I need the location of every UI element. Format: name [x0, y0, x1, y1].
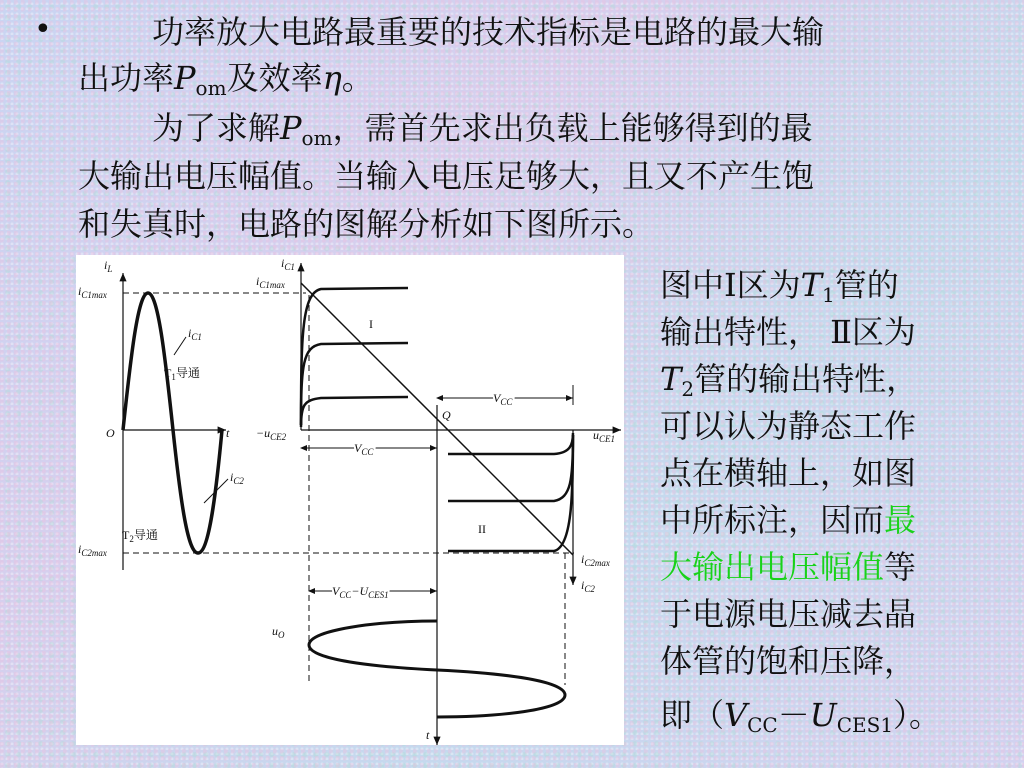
t2-curve-2	[448, 435, 573, 501]
label-neg-uCE2: $-u_{CE2}$	[256, 426, 287, 442]
side-line-10	[660, 692, 941, 749]
side-l3-post: 管的输出特性，	[694, 360, 919, 398]
para1-eta: η	[322, 59, 342, 97]
side-l10-cc: CC	[747, 713, 778, 737]
bullet: •	[34, 12, 52, 47]
label-iC2-left: $i_{C2}$	[230, 470, 244, 486]
para1-text2: 出功率	[78, 59, 175, 97]
label-region-2: II	[478, 522, 486, 536]
side-line-4	[660, 403, 916, 450]
label-iC1-left: $i_{C1}$	[188, 326, 202, 342]
side-l10-minus: －	[777, 696, 810, 734]
label-vcc-top: $V_{CC}$	[493, 391, 513, 407]
side-l1-pre: 图中Ⅰ区为	[660, 266, 801, 304]
side-l7-post: 等	[884, 548, 917, 586]
para1-P: P	[174, 59, 196, 97]
label-vcc-uces1: $V_{CC}-U_{CES1}$	[332, 584, 389, 600]
side-l7-green: 大输出电压幅值	[660, 548, 885, 586]
side-line-6	[660, 497, 916, 544]
side-l6-green: 最	[884, 501, 917, 539]
label-uO: $u_O$	[272, 624, 285, 640]
para2-text3: 和失真时，电路的图解分析如下图所示。	[78, 205, 655, 243]
label-t-bottom: t	[426, 728, 430, 742]
para2-pre: 为了求解	[152, 109, 281, 147]
t2-curve-3	[448, 433, 573, 454]
t1-curve-1	[301, 288, 408, 425]
side-l10-ces: CES1	[836, 713, 894, 737]
para2-line2	[78, 154, 814, 198]
para2-text2: 大输出电压幅值。当输入电压足够大，且又不产生饱	[78, 157, 815, 195]
side-l10-V: V	[724, 696, 748, 734]
para1-text1: 功率放大电路最重要的技术指标是电路的最大输	[152, 13, 825, 51]
load-line-figure	[76, 255, 624, 745]
side-l8: 于电源电压减去晶	[660, 595, 917, 633]
para1-om: om	[195, 76, 227, 100]
para2-P: P	[280, 109, 302, 147]
side-line-8	[660, 591, 916, 638]
label-T2-conduct: $T_2$导通	[122, 528, 158, 544]
label-iC2max-right: $i_{C2max}$	[581, 552, 610, 568]
side-line-7	[660, 544, 916, 591]
para2-post: ，需首先求出负载上能够得到的最	[332, 109, 813, 147]
side-l2: 输出特性， Ⅱ区为	[660, 313, 916, 351]
side-l6-pre: 中所标注，因而	[660, 501, 885, 539]
side-l10-pre: 即（	[660, 696, 725, 734]
side-l1-T: T	[800, 266, 822, 304]
para1-mid: 及效率	[226, 59, 323, 97]
side-l3-sub: 2	[681, 377, 695, 401]
figure-svg	[76, 255, 624, 745]
para1-line1	[152, 10, 824, 54]
t1-curve-3	[301, 397, 408, 427]
t1-curve-2	[301, 343, 408, 425]
label-iC2max-left: $i_{C2max}$	[78, 542, 107, 558]
label-vcc-mid: $V_{CC}$	[354, 441, 374, 457]
para2-line1	[152, 106, 813, 160]
label-t-left: t	[226, 426, 230, 440]
side-line-9	[660, 638, 916, 685]
sine-wave	[123, 293, 222, 553]
label-iC1max-top: $i_{C1max}$	[256, 274, 285, 290]
side-l10-U: U	[809, 696, 837, 734]
label-Q: Q	[442, 408, 451, 422]
side-l10-post: ）。	[893, 696, 942, 734]
side-line-2	[660, 309, 916, 356]
label-uCE1: $u_{CE1}$	[593, 428, 616, 444]
label-O: O	[106, 426, 115, 440]
label-iC1-top: $i_{C1}$	[281, 256, 295, 272]
para2-om: om	[301, 126, 333, 150]
label-T1-conduct: $T_1$导通	[164, 366, 200, 382]
label-region-1: I	[369, 317, 373, 331]
para2-line3	[78, 202, 654, 246]
para1-end: 。	[341, 59, 374, 97]
leader-iC1	[174, 337, 186, 355]
side-l1-post: 管的	[834, 266, 899, 304]
side-l1-sub: 1	[822, 283, 835, 307]
side-l3-T: T	[660, 360, 682, 398]
label-iC1max-left: $i_{C1max}$	[78, 284, 107, 300]
label-iC2-right: $i_{C2}$	[581, 578, 595, 594]
side-l4: 可以认为静态工作	[660, 407, 917, 445]
side-l5: 点在横轴上，如图	[660, 454, 917, 492]
side-l9: 体管的饱和压降，	[660, 642, 917, 680]
para1-line2	[78, 56, 374, 110]
side-line-5	[660, 450, 916, 497]
label-iL: $i_L$	[104, 258, 113, 274]
